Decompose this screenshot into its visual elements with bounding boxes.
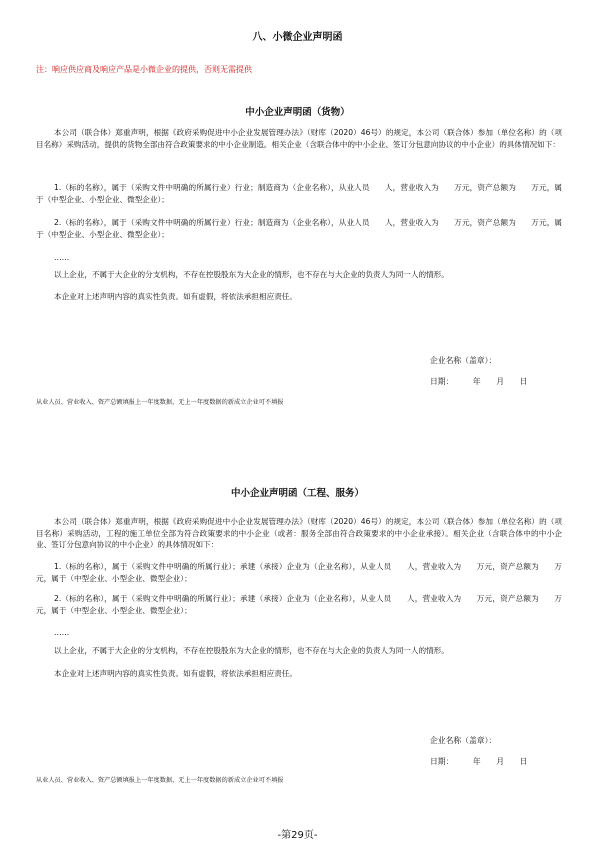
goods-item-1: 1.（标的名称），属于（采购文件中明确的所属行业）行业；制造商为（企业名称），从业人员 人，营业收入为 万元，资产总额为 万元，属于（中型企业、小型企业、微型企业）；: [36, 183, 562, 204]
goods-date-label: 日期： 年 月 日: [430, 377, 528, 386]
services-statement-1: 以上企业，不属于大企业的分支机构，不存在控股股东为大企业的情形，也不存在与大企业的负责人为同一人的情形。: [54, 646, 449, 655]
goods-signature-label: 企业名称（盖章）：: [430, 356, 497, 365]
note-text: 注：响应供应商及响应产品是小微企业的提供，否则无需提供: [36, 65, 252, 74]
goods-item-2: 2.（标的名称），属于（采购文件中明确的所属行业）行业；制造商为（企业名称），从业人员 人，营业收入为 万元，资产总额为 万元，属于（中型企业、小型企业、微型企业）；: [36, 218, 562, 239]
services-item-1: 1.（标的名称），属于（采购文件中明确的所属行业）；承建（承接）企业为（企业名称），从业人员 人，营业收入为 万元，资产总额为 万元，属于（中型企业、小型企业、微型企业）；: [36, 562, 562, 583]
services-item-2: 2.（标的名称），属于（采购文件中明确的所属行业）；承建（承接）企业为（企业名称），从业人员 人，营业收入为 万元，资产总额为 万元，属于（中型企业、小型企业、微型企业）；: [36, 594, 562, 615]
services-footnote: 从业人员、营业收入、资产总额填报上一年度数据，无上一年度数据的新成立企业可不填报: [36, 777, 284, 784]
services-signature-label: 企业名称（盖章）：: [430, 736, 497, 745]
page-number: -第29页-: [277, 830, 318, 841]
goods-statement-2: 本企业对上述声明内容的真实性负责。如有虚假，将依法承担相应责任。: [54, 292, 297, 301]
services-title: 中小企业声明函（工程、服务）: [230, 488, 364, 499]
goods-title: 中小企业声明函（货物）: [245, 107, 350, 118]
services-ellipsis: ……: [54, 628, 70, 637]
goods-ellipsis: ……: [54, 253, 70, 262]
services-statement-2: 本企业对上述声明内容的真实性负责。如有虚假，将依法承担相应责任。: [54, 669, 297, 678]
services-date-label: 日期： 年 月 日: [430, 757, 528, 766]
goods-statement-1: 以上企业，不属于大企业的分支机构，不存在控股股东为大企业的情形，也不存在与大企业的负责人为同一人的情形。: [54, 270, 449, 279]
services-intro: 本公司（联合体）郑重声明，根据《政府采购促进中小企业发展管理办法》（财库（2020）46号）的规定，本公司（联合体）参加（单位名称）的（项目名称）采购活动，工程的施工单位全部为符合政策要求的中小企业（或者：服务全部由符合政策要求的中小企业承接）。相关企业（含联合体中的中小企业、签订分包意向协议的中小企业）的具体情况如下：: [36, 517, 562, 549]
section-title: 八、小微企业声明函: [252, 32, 343, 43]
goods-intro: 本公司（联合体）郑重声明，根据《政府采购促进中小企业发展管理办法》（财库（2020）46号）的规定，本公司（联合体）参加（单位名称）的（项目名称）采购活动，提供的货物全部由符合政策要求的中小企业制造。相关企业（含联合体中的中小企业、签订分包意向协议的中小企业）的具体情况如下：: [36, 128, 562, 149]
goods-footnote: 从业人员、营业收入、资产总额填报上一年度数据，无上一年度数据的新成立企业可不填报: [36, 399, 284, 406]
